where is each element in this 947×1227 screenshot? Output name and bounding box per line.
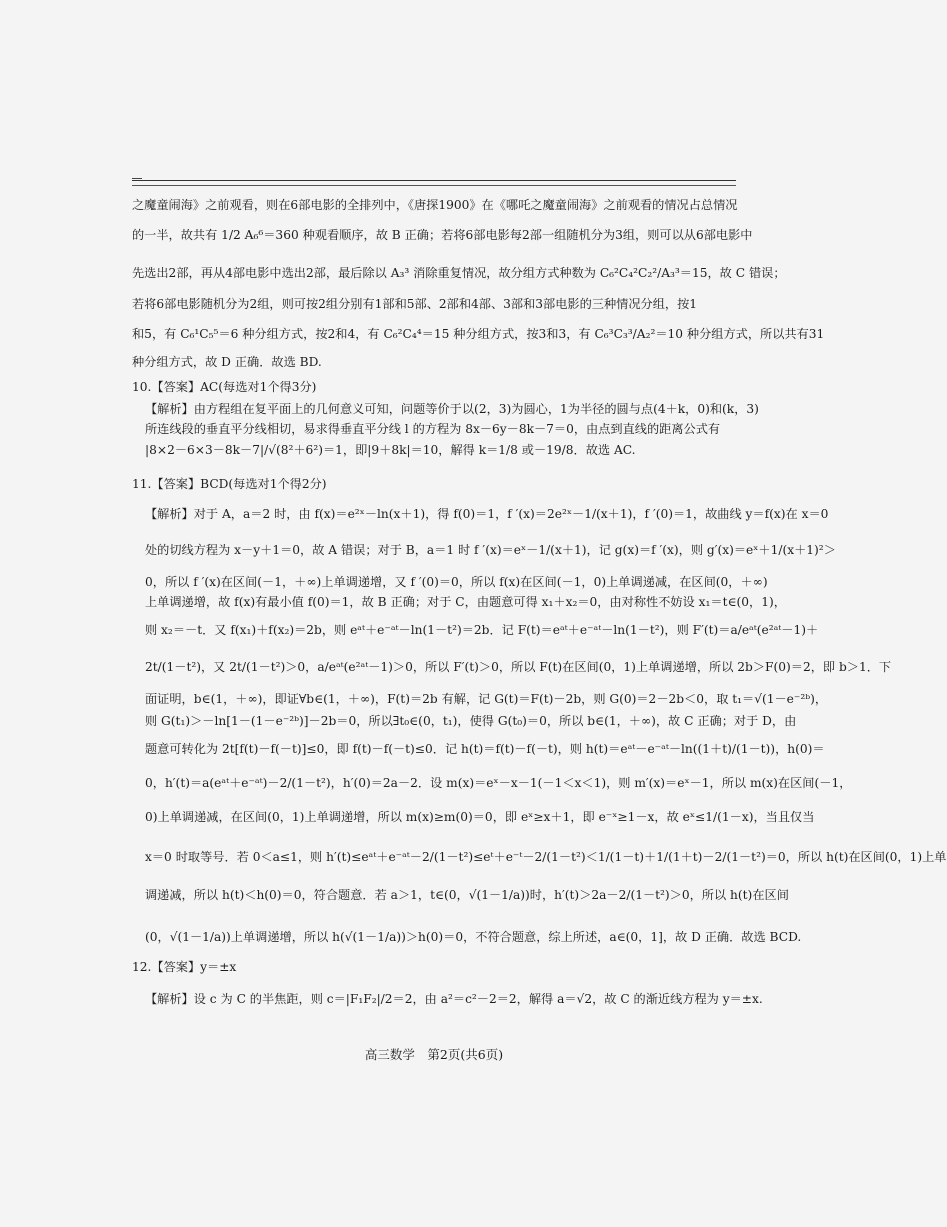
text-line: 【解析】由方程组在复平面上的几何意义可知，问题等价于以(2，3)为圆心，1为半径的圆与点(4＋k，0)和(k，3): [145, 402, 759, 416]
text-line: x＝0 时取等号．若 0＜a≤1，则 h′(t)≤eᵃᵗ＋e⁻ᵃᵗ－2/(1－t²)≤eᵗ＋e⁻ᵗ－2/(1－t²)＜1/(1－t)＋1/(1＋t)－2/(1－t²)＝0，所以 h(t)在区间(0，1)上单: [145, 850, 947, 864]
text-line: 10.【答案】AC(每选对1个得3分): [132, 380, 317, 394]
text-line: 0，h′(t)＝a(eᵃᵗ＋e⁻ᵃᵗ)－2/(1－t²)，h′(0)＝2a－2．设 m(x)＝eˣ－x－1(－1＜x＜1)，则 m′(x)＝eˣ－1，所以 m(x)在区间(－1，: [145, 776, 852, 790]
text-line: 【解析】设 c 为 C 的半焦距，则 c＝|F₁F₂|/2＝2，由 a²＝c²－2＝2，解得 a＝√2，故 C 的渐近线方程为 y＝±x.: [145, 992, 763, 1006]
text-line: 题意可转化为 2t[f(t)－f(－t)]≤0，即 f(t)－f(－t)≤0．记 h(t)＝f(t)－f(－t)，则 h(t)＝eᵃᵗ－e⁻ᵃᵗ－ln((1＋t)/(1－t))，h(0)＝: [145, 742, 825, 756]
text-line: 调递减，所以 h(t)＜h(0)＝0，符合题意．若 a＞1，t∈(0，√(1－1/a))时，h′(t)＞2a－2/(1－t²)＞0，所以 h(t)在区间: [145, 888, 789, 902]
header-rule-thin: [132, 185, 736, 186]
text-line: 则 x₂＝－t．又 f(x₁)＋f(x₂)＝2b，则 eᵃᵗ＋e⁻ᵃᵗ－ln(1－t²)＝2b．记 F(t)＝eᵃᵗ＋e⁻ᵃᵗ－ln(1－t²)，则 F′(t)＝a/eᵃᵗ(e²ᵃᵗ－1)＋: [145, 623, 819, 637]
text-line: 先选出2部，再从4部电影中选出2部，最后除以 A₃³ 消除重复情况，故分组方式种数为 C₆²C₄²C₂²/A₃³＝15，故 C 错误；: [132, 266, 786, 280]
text-line: 2t/(1－t²)，又 2t/(1－t²)＞0，a/eᵃᵗ(e²ᵃᵗ－1)＞0，所以 F′(t)＞0，所以 F(t)在区间(0，1)上单调递增，所以 2b＞F(0)＝2，即 b＞1．下: [145, 660, 892, 674]
text-line: 11.【答案】BCD(每选对1个得2分): [132, 477, 327, 491]
text-line: (0，√(1－1/a))上单调递增，所以 h(√(1－1/a))＞h(0)＝0，不符合题意，综上所述，a∈(0，1]，故 D 正确．故选 BCD.: [145, 930, 802, 944]
text-line: 【解析】对于 A，a＝2 时，由 f(x)＝e²ˣ－ln(x＋1)，得 f(0)＝1，f ′(x)＝2e²ˣ－1/(x＋1)，f ′(0)＝1，故曲线 y＝f(x)在 x＝0: [145, 507, 829, 521]
text-line: 则 G(t₁)＞－ln[1－(1－e⁻²ᵇ)]－2b＝0，所以∃t₀∈(0，t₁)，使得 G(t₀)＝0，所以 b∈(1，＋∞)，故 C 正确；对于 D，由: [145, 714, 797, 728]
text-line: 0，所以 f ′(x)在区间(－1，＋∞)上单调递增，又 f ′(0)＝0，所以 f(x)在区间(－1，0)上单调递减，在区间(0，＋∞): [145, 575, 768, 589]
text-line: 0)上单调递减，在区间(0，1)上单调递增，所以 m(x)≥m(0)＝0，即 eˣ≥x＋1，即 e⁻ˣ≥1－x，故 eˣ≤1/(1－x)，当且仅当: [145, 810, 815, 824]
text-line: 上单调递增，故 f(x)有最小值 f(0)＝1，故 B 正确；对于 C，由题意可得 x₁＋x₂＝0，由对称性不妨设 x₁＝t∈(0，1)，: [145, 595, 786, 609]
page-footer: 高三数学 第2页(共6页): [364, 1047, 504, 1062]
text-line: 种分组方式，故 D 正确．故选 BD.: [132, 355, 322, 369]
text-line: 处的切线方程为 x－y＋1＝0，故 A 错误；对于 B，a＝1 时 f ′(x)＝eˣ－1/(x＋1)，记 g(x)＝f ′(x)，则 g′(x)＝eˣ＋1/(x＋1)²＞: [145, 543, 836, 557]
text-line: |8×2－6×3－8k－7|/√(8²＋6²)＝1，即|9＋8k|＝10，解得 k＝1/8 或－19/8．故选 AC.: [145, 443, 636, 457]
text-line: 12.【答案】y＝±x: [132, 960, 237, 974]
text-line: 所连线段的垂直平分线相切，易求得垂直平分线 l 的方程为 8x－6y－8k－7＝0，由点到直线的距离公式有: [145, 422, 721, 436]
text-line: 若将6部电影随机分为2组，则可按2组分别有1部和5部、2部和4部、3部和3部电影的三种情况分组，按1: [132, 297, 698, 311]
text-line: 的一半，故共有 1/2 A₆⁶＝360 种观看顺序，故 B 正确；若将6部电影每2部一组随机分为3组，则可以从6部电影中: [132, 228, 753, 242]
header-mark: [132, 178, 142, 179]
text-line: 之魔童闹海》之前观看，则在6部电影的全排列中，《唐探1900》在《哪吒之魔童闹海》之前观看的情况占总情况: [132, 198, 738, 212]
text-line: 和5，有 C₆¹C₅⁵＝6 种分组方式，按2和4，有 C₆²C₄⁴＝15 种分组方式，按3和3，有 C₆³C₃³/A₂²＝10 种分组方式，所以共有31: [132, 327, 825, 341]
text-line: 面证明，b∈(1，＋∞)，即证∀b∈(1，＋∞)，F(t)＝2b 有解，记 G(t)＝F(t)－2b，则 G(0)＝2－2b＜0，取 t₁＝√(1－e⁻²ᵇ)，: [145, 692, 828, 706]
header-rule: [132, 180, 736, 181]
